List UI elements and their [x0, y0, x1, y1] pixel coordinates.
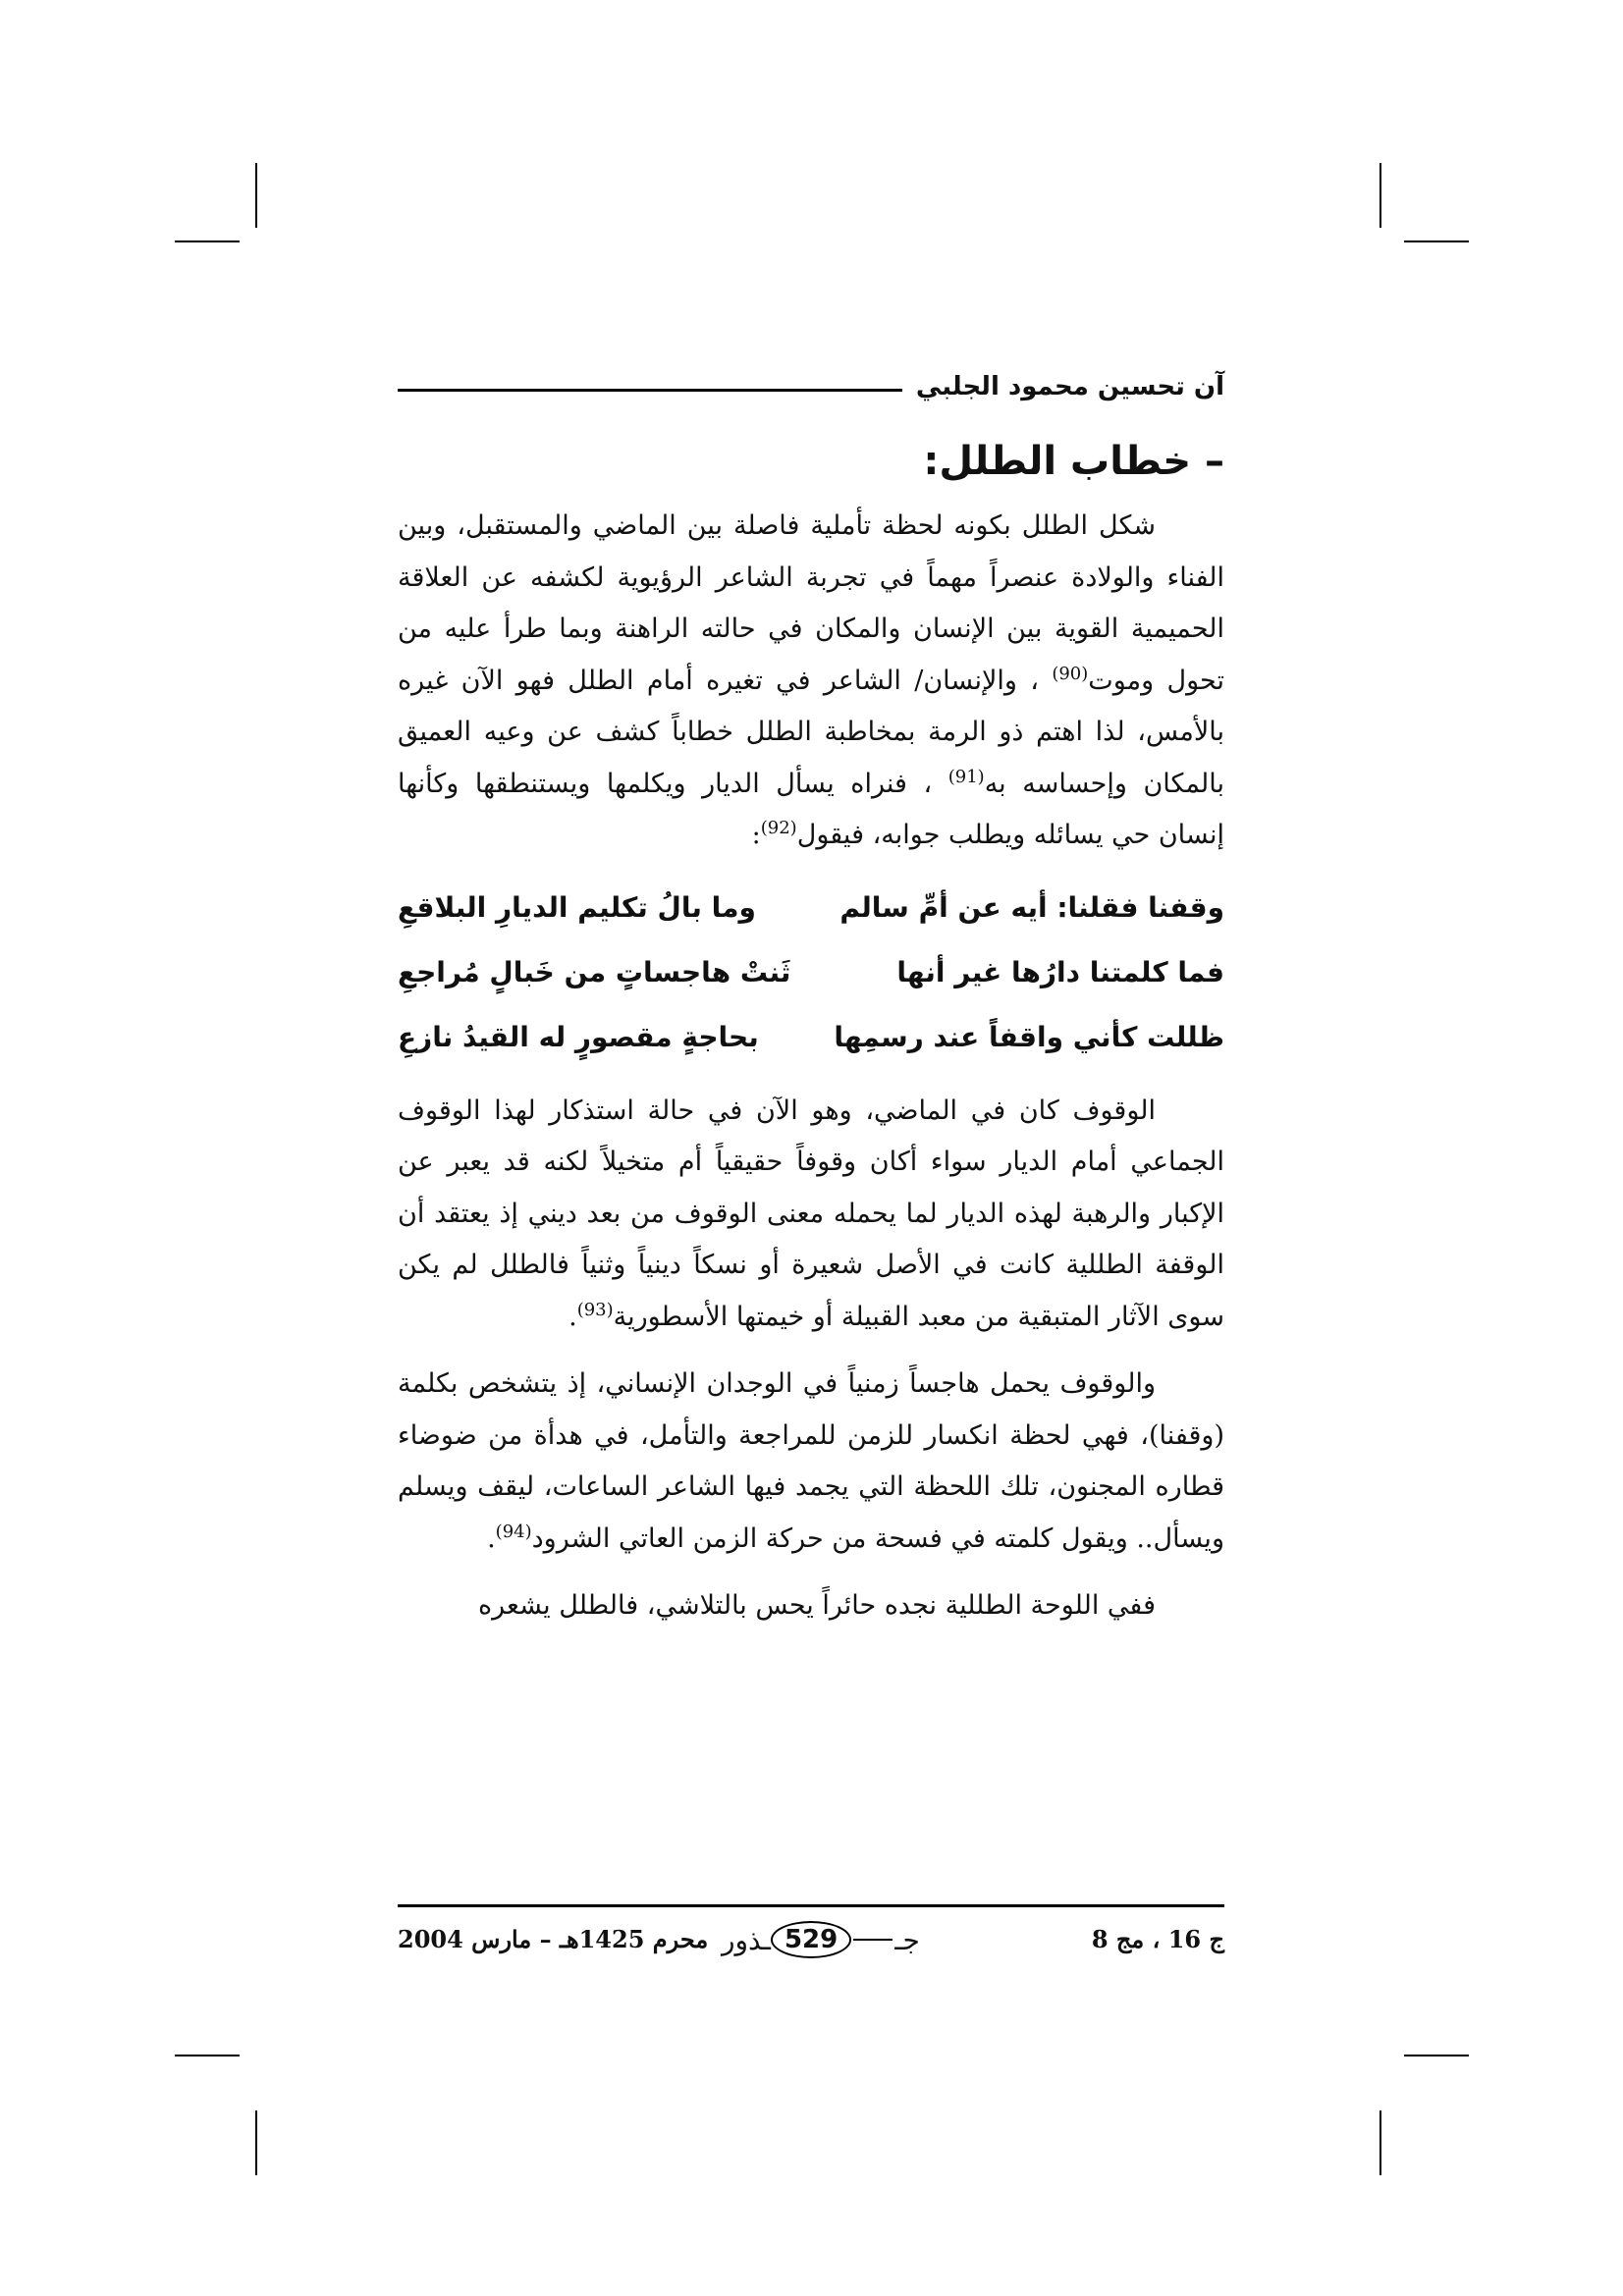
verse-first-hemistich: ظللت كأني واقفاً عند رسمِها [834, 1020, 1224, 1053]
paragraph-end: : [751, 820, 761, 850]
paragraph-end: . [568, 1301, 577, 1332]
verse-second-hemistich: ثَنتْ هاجساتٍ من خَبالٍ مُراجعِ [398, 955, 791, 988]
journal-logo [722, 1921, 920, 1958]
crop-mark [175, 240, 240, 242]
page-body [398, 363, 1224, 1632]
footer-rule [398, 1904, 1224, 1907]
verse-line [398, 1005, 1224, 1070]
paragraph-1 [398, 501, 1224, 862]
paragraph-end: . [487, 1522, 496, 1554]
paragraph-text: شكل الطلل بكونه لحظة تأملية فاصلة بين الماضي والمستقبل، وبين الفناء والولادة عنصراً مهماً في تجربة الشاعر الرؤيوية لكشفه عن العلاقة الحميمية القوية بين الإنسان والمكان في حالته الراهنة وبما طرأ عليه من تحول وموت [398, 510, 1224, 696]
footnote-ref-91: (91) [947, 766, 985, 787]
poem-verses [398, 876, 1224, 1070]
crop-mark [1380, 163, 1381, 228]
journal-name-part: جـ [894, 1923, 920, 1956]
section-title: – خطاب الطلل: [923, 439, 1224, 484]
issue-date: محرم 1425هـ – مارس 2004 [398, 1925, 709, 1953]
crop-mark [1404, 2055, 1469, 2056]
verse-second-hemistich: بحاجةٍ مقصورٍ له القيدُ نازعِ [398, 1020, 759, 1053]
verse-first-hemistich: وقفنا فقلنا: أيه عن أمِّ سالم [839, 890, 1224, 924]
verse-second-hemistich: وما بالُ تكليم الديارِ البلاقعِ [398, 890, 756, 924]
paragraph-4 [398, 1580, 1224, 1632]
page-footer [398, 1904, 1224, 1974]
footnote-ref-93: (93) [576, 1299, 614, 1320]
crop-mark [175, 2055, 240, 2056]
page-number: 529 [771, 1921, 851, 1958]
crop-mark [1404, 240, 1469, 242]
journal-line [853, 1939, 893, 1941]
verse-line [398, 876, 1224, 940]
verse-first-hemistich: فما كلمتنا دارُها غير أنها [896, 955, 1224, 988]
running-head [398, 363, 1224, 410]
header-rule [398, 389, 902, 392]
crop-mark [255, 2110, 257, 2175]
paragraph-text: والوقوف يحمل هاجساً زمنياً في الوجدان الإنساني، إذ يتشخص بكلمة (وقفنا)، فهي لحظة انكسار للزمن للمراجعة والتأمل، في هدأة من ضوضاء قطاره المجنون، تلك اللحظة التي يجمد فيها الشاعر الساعات، ليقف ويسلم ويسأل.. ويقول كلمته في فسحة من حركة الزمن العاتي الشرود [398, 1368, 1224, 1554]
footnote-ref-94: (94) [495, 1521, 532, 1542]
journal-name-part: ـذور [722, 1923, 771, 1956]
verse-line [398, 940, 1224, 1005]
paragraph-3 [398, 1359, 1224, 1565]
paragraph-text: ففي اللوحة الطللية نجده حائراً يحس بالتلاشي، فالطلل يشعره [478, 1590, 1156, 1621]
crop-mark [255, 163, 257, 228]
crop-mark [1380, 2110, 1381, 2175]
footnote-ref-92: (92) [760, 818, 797, 838]
paragraph-text: ، والإنسان/ الشاعر في تغيره أمام الطلل فهو الآن غيره بالأمس، لذا اهتم ذو الرمة بمخاطبة الطلل خطاباً كشف عن وعيه العميق بالمكان وإحساسه به [398, 665, 1224, 799]
issue-volume: ج 16 ، مج 8 [1091, 1925, 1224, 1953]
footer-row [398, 1915, 1224, 1974]
paragraph-text: ، فنراه يسأل الديار ويكلمها ويستنطقها وكأنها إنسان حي يسائله ويطلب جوابه، فيقول [398, 768, 1224, 850]
paragraph-text: الوقوف كان في الماضي، وهو الآن في حالة استذكار لهذا الوقوف الجماعي أمام الديار سواء أكان وقوفاً حقيقياً أم متخيلاً لكنه قد يعبر عن الإكبار والرهبة لهذه الديار لما يحمله معنى الوقوف من بعد ديني إذ يعتقد أن الوقفة الطللية كانت في الأصل شعيرة أو نسكاً دينياً وثنياً فالطلل لم يكن سوى الآثار المتبقية من معبد القبيلة أو خيمتها الأسطورية [398, 1095, 1224, 1332]
footnote-ref-90: (90) [1052, 663, 1089, 684]
paragraph-2 [398, 1086, 1224, 1344]
author-name: آن تحسين محمود الجلبي [915, 372, 1224, 401]
